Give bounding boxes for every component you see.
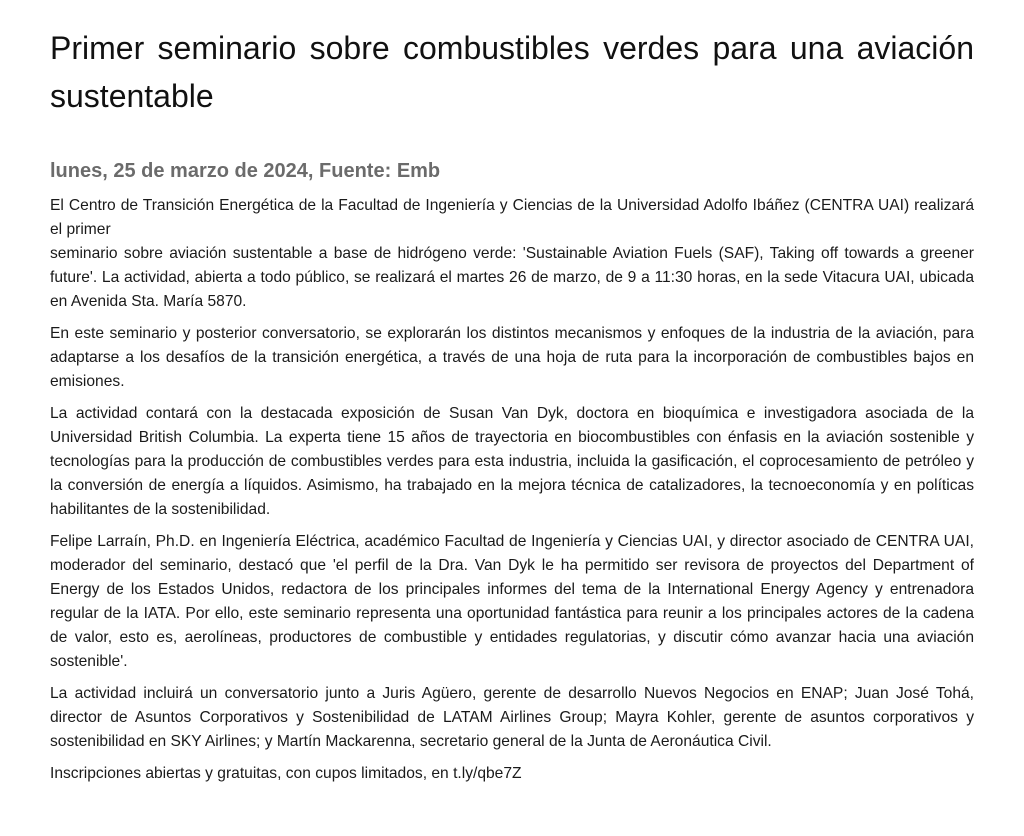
article-date: lunes, 25 de marzo de 2024 (50, 160, 308, 182)
article-meta (50, 156, 974, 186)
article-body (50, 194, 974, 786)
paragraph: En este seminario y posterior conversatorio, se explorarán los distintos mecanismos y enfoques de la industria de la aviación, para adaptarse a los desafíos de la transición energética, a través de una hoja de ruta para la incorporación de combustibles bajos en emisiones. (50, 325, 974, 390)
paragraph: Felipe Larraín, Ph.D. en Ingeniería Eléctrica, académico Facultad de Ingeniería y Ciencias UAI, y director asociado de CENTRA UAI, moderador del seminario, destacó que 'el perfil de la Dra. Van Dyk le ha permitido ser revisora de proyectos del Department of Energy de los Estados Unidos, redactora de los principales informes del tema de la International Energy Agency y entrenadora regular de la IATA. Por ello, este seminario representa una oportunidad fantástica para reunir a los principales actores de la cadena de valor, esto es, aerolíneas, productores de combustible y entidades regulatorias, y discutir cómo avanzar hacia una aviación sostenible'. (50, 533, 974, 670)
registration-link[interactable]: t.ly/qbe7Z (453, 765, 522, 782)
news-article (50, 24, 974, 794)
paragraph: El Centro de Transición Energética de la Facultad de Ingeniería y Ciencias de la Universidad Adolfo Ibáñez (CENTRA UAI) realizará el primer (50, 197, 974, 238)
registration-paragraph (50, 762, 974, 786)
article-source: Emb (396, 160, 441, 182)
paragraph: La actividad incluirá un conversatorio junto a Juris Agüero, gerente de desarrollo Nuevos Negocios en ENAP; Juan José Tohá, director de Asuntos Corporativos y Sostenibilidad de LATAM Airlines Group; Mayra Kohler, gerente de asuntos corporativos y sostenibilidad en SKY Airlines; y Martín Mackarenna, secretario general de la Junta de Aeronáutica Civil. (50, 685, 974, 750)
registration-text: Inscripciones abiertas y gratuitas, con cupos limitados, en (50, 765, 449, 782)
article-title: Primer seminario sobre combustibles verdes para una aviación sustentable (50, 30, 974, 114)
paragraph: seminario sobre aviación sustentable a base de hidrógeno verde: 'Sustainable Aviation Fuels (SAF), Taking off towards a greener future'. La actividad, abierta a todo público, se realizará el martes 26 de marzo, de 9 a 11:30 horas, en la sede Vitacura UAI, ubicada en Avenida Sta. María 5870. (50, 245, 974, 310)
meta-separator: , (307, 160, 320, 182)
source-label: Fuente: (319, 160, 392, 182)
paragraph: La actividad contará con la destacada exposición de Susan Van Dyk, doctora en bioquímica e investigadora asociada de la Universidad British Columbia. La experta tiene 15 años de trayectoria en biocombustibles con énfasis en la aviación sostenible y tecnologías para la producción de combustibles verdes para esta industria, incluida la gasificación, el coprocesamiento de petróleo y la conversión de energía a líquidos. Asimismo, ha trabajado en la mejora técnica de catalizadores, la tecnoeconomía y en políticas habilitantes de la sostenibilidad. (50, 405, 974, 518)
